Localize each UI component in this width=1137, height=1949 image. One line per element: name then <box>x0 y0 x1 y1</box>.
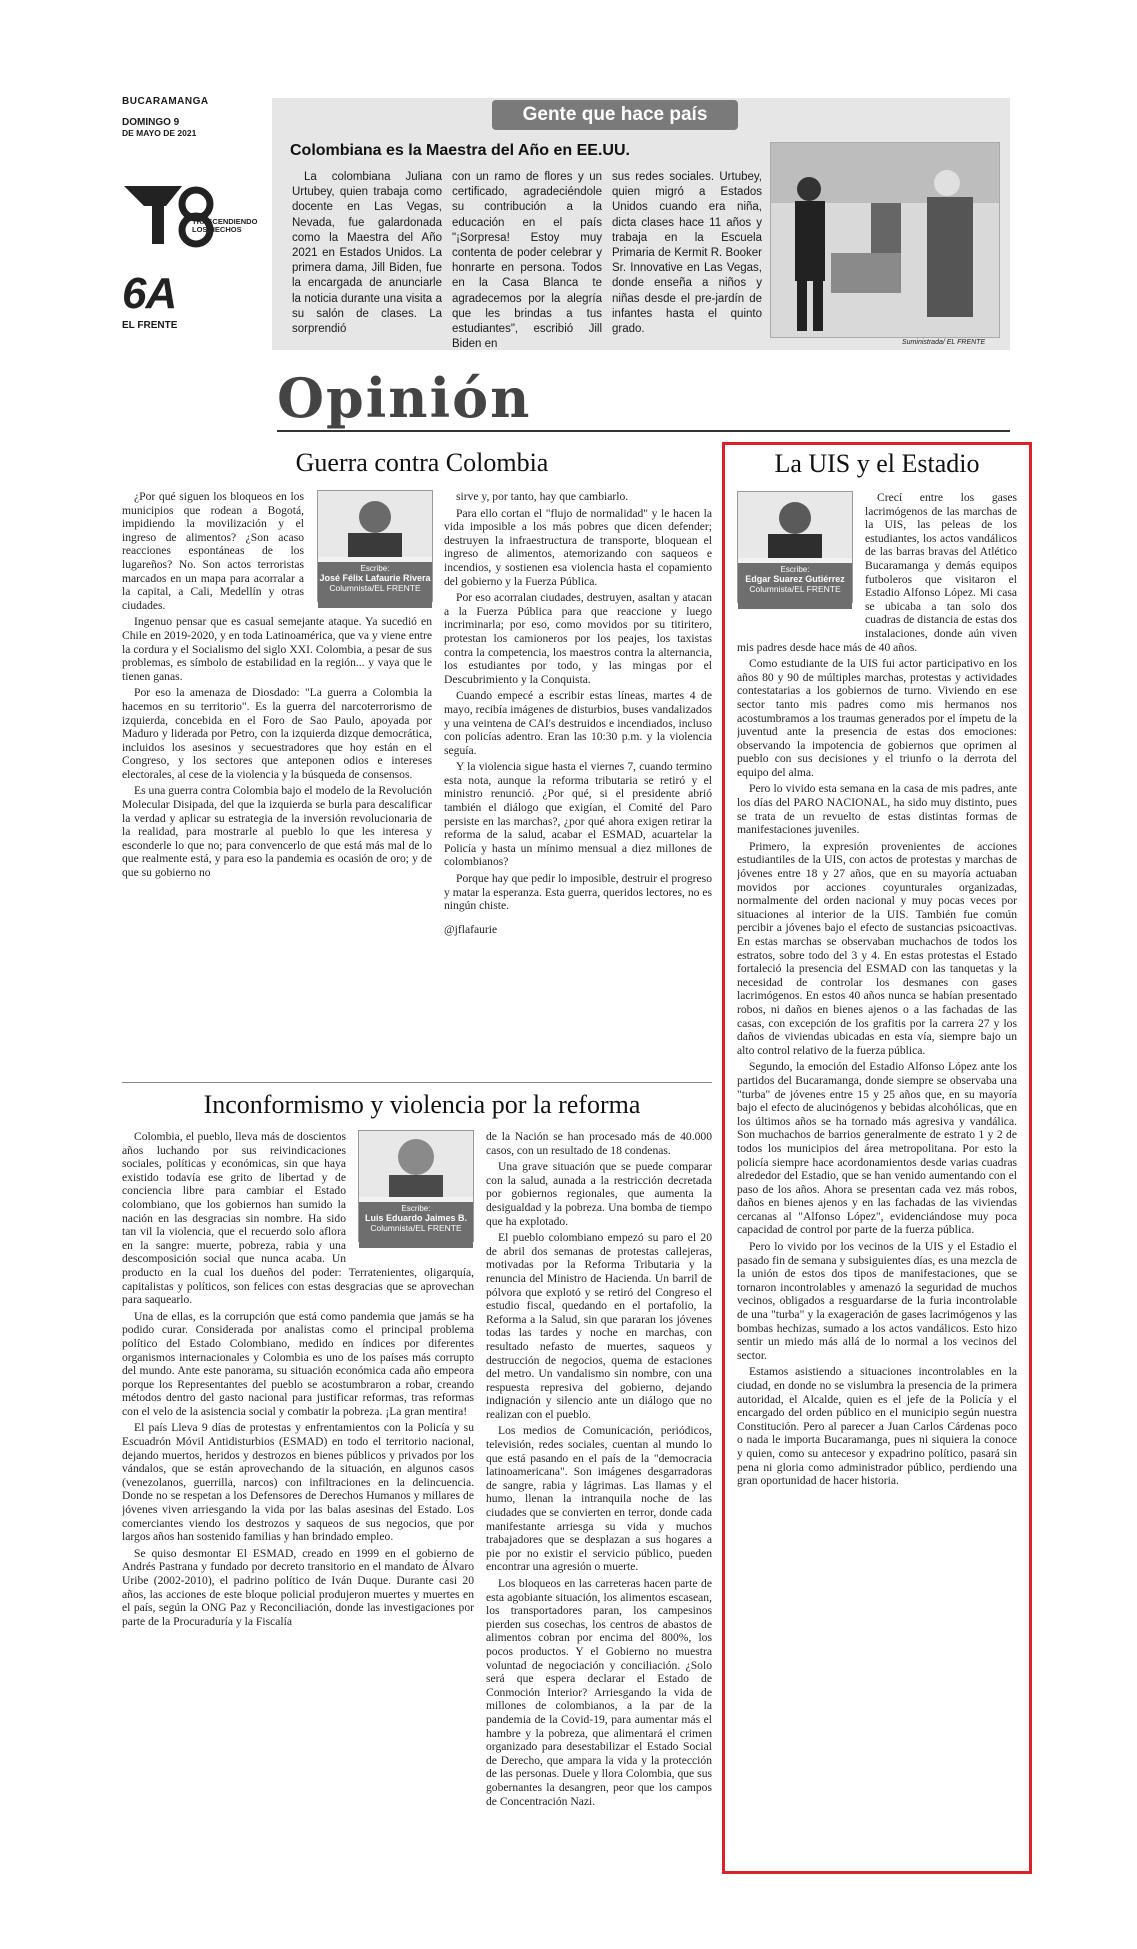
paragraph: Una de ellas, es la corrupción que está como pandemia que jamás se ha podido curar. Considerada por analistas como el principal problema político del Estado Colombiano, medido en índices por diferentes organismos internacionales y Colombia es uno de los países más corrupto del mundo. Ante este panorama, su situación económica cada año empeora porque los Representantes del pueblo se acostumbraron a robar, creando métodos dentro del gasto nacional para justificar reformas, tras reformas con el velo de la asistencia social y combatir la pobreza. ¡La gran mentira! <box>122 1309 474 1418</box>
byline-label: Escribe: <box>360 564 390 573</box>
paragraph: Estamos asistiendo a situaciones incontrolables en la ciudad, en donde no se vislumbra la presencia de la primera autoridad, el Alcalde, quien es el jefe de la Policía y el encargado del orden público en el municipio según nuestra Constitución. Pero al parecer a Juan Carlos Cárdenas poco o nada le importa Bucaramanga, pues ni siquiera la conoce y quien, como su antecesor y expadrino político, pasará sin pena ni gloria como administrador público, perdiendo una gran oportunidad de hacer historia. <box>737 1365 1017 1488</box>
paragraph: Y la violencia sigue hasta el viernes 7, cuando termino esta nota, aunque la reforma tributaria se retiró y el ministro renunció. ¿Por qué, si el presidente abrió también el diálogo que exigían, el Comité del Paro persiste en las marchas?, ¿por qué ahora exigen retirar la reforma de la salud, acabar el ESMAD, acuartelar la Policía y hasta un mínimo mensual a diez millones de colombianos? <box>444 760 712 869</box>
paragraph: ¿Por qué siguen los bloqueos en los municipios que rodean a Bogotá, impidiendo la movilización y el ingreso de alimentos? ¿Son acaso reacciones espontáneas de los lugareños? No. Son actos terroristas marcados en un mapa para acorralar a la capital, a Cali, Medellín y otras ciudades. <box>122 490 304 612</box>
article3-body <box>737 491 1017 1861</box>
feature-col-3: sus redes sociales. Urtubey, quien migró a Estados Unidos cuando era niña, dicta clases hace 11 años y trabaja en la Escuela Primaria de Kermit R. Booker Sr. Innovative en Las Vegas, donde enseña a niños y niñas desde el pre-jardín de infantes hasta el quinto grado. <box>612 171 762 336</box>
article1-title: Guerra contra Colombia <box>295 448 549 477</box>
feature-photo <box>770 142 1000 338</box>
article2-column-2 <box>486 1130 712 1870</box>
paragraph: Porque hay que pedir lo imposible, destruir el progreso y matar la esperanza. Esta guerra, queridos lectores, no es ningún chiste. <box>444 872 712 913</box>
paragraph: Los bloqueos en las carreteras hacen parte de esta agobiante situación, los alimentos escasean, los transportadores paran, los campesinos pierden sus cosechas, los centros de abastos de alimentos cobran por encima del 800%, los pocos productos. Y el Gobierno no muestra voluntad de negociación y conciliación. ¿Solo será que espera declarar el Estado de Conmoción Interior? Arriesgando la vida de millones de colombianos, a la par de la pandemia de la Covid-19, para aumentar más el hambre y la pobreza, que alimentará el crimen organizado para desestabilizar el Estado Social de Derecho, que ampara la vida y la protección de las personas. Duele y llora Colombia, que sus gobernantes la desangren, peor que los campos de Concentración Nazi. <box>486 1577 712 1808</box>
paragraph: Colombia, el pueblo, lleva más de doscientos años luchando por sus reivindicaciones sociales, políticas y económicas, sin que haya existido todavía ese grito de libertad y de conciencia libre para cambiar el Estado colombiano, que los gobiernos han sumido la nación en las desgracias sin nombre. Ha sido tan vil la violencia, que el recuerdo solo aflora en la sangre: muerte, pobreza, rabia y una descomposición social que nunca acaba. Un producto en la cual los dueños del poder: Terratenientes, oligarquía, capitalistas y políticos, son felices con estas desgracias que se aprovechan para saquearlo. <box>122 1130 474 1307</box>
paragraph: El país Lleva 9 días de protestas y enfrentamientos con la Policía y su Escuadrón Móvil Antidisturbios (ESMAD) en todo el territorio nacional, dejando muertos, heridos y destrozos en bienes públicos y privados por los vándalos, que se están aprovechando de la situación, en algunos casos (venezolanos, guerrilla, narcos) con infiltraciones en la delincuencia. Donde no se respetan a los Defensores de Derechos Humanos y millares de jóvenes viven arriesgando la vida por las balas asesinas del Estado. Los comerciantes viendo los destrozos y saqueos de sus negocios, que por largos años han sostenido familias y han brindado empleo. <box>122 1421 474 1544</box>
photo-credit: Suministrada/ EL FRENTE <box>902 339 986 346</box>
byline-label: Escribe: <box>401 1204 431 1213</box>
paragraph: Los medios de Comunicación, periódicos, televisión, redes sociales, cuentan al mundo lo que está pasando en el país de la "democracia latinoamericana". Son imágenes desgarradoras de sangre, rabia y lágrimas. Las llamas y el humo, llenan la intranquila noche de las ciudades que se convierten en terror, donde cada manifestante arriesga su vida y muchos trabajadores que se desplazan a sus hogares a pie por no existir el servicio público, pueden encontrar una agresión o muerte. <box>486 1424 712 1574</box>
dateline <box>122 96 272 138</box>
article1-column-1 <box>122 490 432 1080</box>
date-day: DOMINGO 9 <box>122 117 180 128</box>
paragraph: Por eso la amenaza de Diosdado: "La guerra a Colombia la hacemos en su territorio". Es la guerra del narcoterrorismo de izquierda, concebida en el Foro de Sao Paulo, apoyada por Maduro y liderada por Petro, con la izquierda dizque democrática, incluidos los asesinos y secuestradores que hoy están en el Congreso, y los sectores que anteponen odios e intereses electorales, al cese de la violencia y la búsqueda de consensos. <box>122 686 432 781</box>
article2-column-1 <box>122 1130 474 1870</box>
brand-label: EL FRENTE <box>122 320 178 331</box>
article3-title: La UIS y el Estadio <box>774 449 980 478</box>
award-photo-icon <box>771 143 999 337</box>
section-title <box>277 368 627 428</box>
author-name: Edgar Suarez Gutiérrez <box>745 574 845 584</box>
feature-headline: Colombiana es la Maestra del Año en EE.UU. <box>290 142 630 159</box>
paragraph: sirve y, por tanto, hay que cambiarlo. <box>456 490 629 503</box>
logo-tagline-2: LOS HECHOS <box>192 225 242 234</box>
article1-column-2 <box>444 490 712 1080</box>
section-title-text: Opinión <box>277 366 532 430</box>
anniversary-logo <box>122 180 272 250</box>
twitter-handle: @jflafaurie <box>444 922 498 936</box>
paragraph: Es una guerra contra Colombia bajo el modelo de la Revolución Molecular Disipada, del que la izquierda se burla para descalificar la verdad y aplicar su estrategia de la inversión revolucionaria de la realidad, para mostrarle al pueblo lo que les interesa y esconderle lo que no; para convencerlo de que está más mal de lo que realmente está, y para eso la pandemia es ocasión de oro; y de que su gobierno no <box>122 784 432 880</box>
paragraph: de la Nación se han procesado más de 40.000 casos, con un resultado de 18 condenas. <box>486 1130 712 1157</box>
byline-label: Escribe: <box>780 565 810 574</box>
paragraph: Cuando empecé a escribir estas líneas, martes 4 de mayo, recibía imágenes de disturbios, buses vandalizados y una veintena de CAI's destruidos e incendiados, incluso con policías adentro. Eran las 10:30 p.m. y la violencia seguía. <box>444 689 712 757</box>
paragraph: Segundo, la emoción del Estadio Alfonso López ante los partidos del Bucaramanga, donde siempre se observaba una "turba" de jóvenes entre 15 y 25 años que, en su mayoría bajo el efecto de alucinógenos y bebidas alcohólicas, que en los últimos años se ha tornado más agresiva y vandálica. Son muchachos de barrios generalmente de estrato 1 y 2 de todos los municipios del área metropolitana. Por esto la policía siempre hace acordonamientos desde varias cuadras alrededor del Estadio, que se han venido aumentando con el paso de los años. Ahora se presentan cada vez más robos, daños en bienes ajenos y en las fachadas de las viviendas cercanas al "Alfonso López", evidenciándose muy poca capacidad de control por parte de la fuerza pública. <box>737 1060 1017 1237</box>
paragraph: Una grave situación que se puede comparar con la salud, aunada a la restricción decretada por gobiernos regionales, que aumenta la desigualdad y la pobreza. Una bomba de tiempo que ha explotado. <box>486 1160 712 1228</box>
feature-col-1: La colombiana Juliana Urtubey, quien trabaja como docente en Las Vegas, Nevada, fue galardonada como la Maestra del Año 2021 en Estados Unidos. La primera dama, Jill Biden, fue la encargada de anunciarle la noticia durante una visita a su salón de clases. La sorprendió <box>292 171 442 336</box>
paragraph: Para ello cortan el "flujo de normalidad" y le hacen la vida imposible a los más pobres que dicen defender; destruyen la infraestructura de transporte, bloquean el ingreso de alimentos, atemorizando con saqueos e incendios, y sostienen esa violencia hasta el copamiento del gobierno y la Fuerza Pública. <box>444 506 712 588</box>
highlighted-article-frame <box>722 442 1032 1874</box>
paragraph: Se quiso desmontar El ESMAD, creado en 1999 en el gobierno de Andrés Pastrana y fundado por decreto transitorio en el mandato de Álvaro Uribe (2002-2010), el padrino político de Iván Duque. Durante casi 20 años, las acciones de este bloque policial produjeron muertes y muertes en el país, según la ONG Paz y Reconciliación, donde las investigaciones por parte de la Procuraduría y la Fiscalía <box>122 1546 474 1628</box>
paragraph: Por eso acorralan ciudades, destruyen, asaltan y atacan a la Fuerza Pública para que reaccione y luego incriminarla; por eso, como movidos por su titiritero, protestan los camioneros por los peajes, los taxistas contra la competencia, los maestros contra la alternancia, los estudiantes por todo, y las mingas por el Descubrimiento y la Conquista. <box>444 591 712 686</box>
article-divider <box>122 1082 712 1083</box>
feature-col-2: con un ramo de flores y un certificado, agradeciéndole su contribución a la educación en el país "¡Sorpresa! Estoy muy contenta de poder celebrar y honrarte en persona. Todos en la Casa Blanca te agradecemos por la alegría que les brindas a tus estudiantes", escribió Jill Biden en <box>452 171 602 351</box>
paragraph: El pueblo colombiano empezó su paro el 20 de abril dos semanas de protestas callejeras, motivadas por la Reforma Tributaria y la renuncia del Ministro de Hacienda. Un barril de pólvora que explotó y se retiró del Congreso el estudio fiscal, quedando en el portafolio, la Reforma a la Salud, sin que pararan los jóvenes todas las tardes y noche en marchas, con resultado nefasto de muertes, saqueos y destrucción de negocios, quema de estaciones del metro. Un vandalismo sin nombre, con una respuesta represiva del gobierno, dejando indignación y silencio ante un diálogo que no realizan con el pueblo. <box>486 1231 712 1421</box>
author-name: José Félix Lafaurie Rivera <box>319 573 431 583</box>
paragraph: Como estudiante de la UIS fui actor participativo en los años 80 y 90 de múltiples marchas, protestas y actividades contestatarias a los gobiernos de turno. Viviendo en ese sector tanto mis padres como mis hermanos nos acostumbramos a los traumas generados por el ímpetu de la juventud ante la presencia de estas dos emociones: observando la impotencia de gobiernos que oprimen al pueblo con sus decisiones y el triunfo o la derrota del equipo del alma. <box>737 657 1017 779</box>
section-rule <box>277 430 1010 432</box>
article2-title: Inconformismo y violencia por la reforma <box>203 1090 641 1119</box>
author-role: Columnista/EL FRENTE <box>329 583 421 593</box>
logo-tagline-1: TRASCENDIENDO <box>192 217 258 226</box>
logo-18-icon <box>122 180 272 250</box>
feature-banner <box>272 98 1010 350</box>
date-month: DE MAYO DE 2021 <box>122 128 197 138</box>
author-role: Columnista/EL FRENTE <box>749 584 841 594</box>
paragraph: Pero lo vivido esta semana en la casa de mis padres, ante los días del PARO NACIONAL, ha sido muy distinto, pues se trata de un revuelto de estas distintas formas de manifestaciones juveniles. <box>737 782 1017 837</box>
page-number: 6A <box>122 269 177 318</box>
author-name: Luis Eduardo Jaimes B. <box>364 1213 468 1223</box>
paragraph: Pero lo vivido por los vecinos de la UIS y el Estadio el pasado fin de semana y subsiguientes días, es una mezcla de la unión de estos dos tipos de manifestaciones, que se tornaron incontrolables y amenazó la seguridad de muchos vecinos, obligados a resguardarse de la furia incontrolable de una "turba" y la exageración de gases lacrimógenos y las bombas hechizas, sumado a los actos vandálicos. Esto hizo sentir un miedo más allá de lo normal a los vecinos del sector. <box>737 1240 1017 1362</box>
author-role: Columnista/EL FRENTE <box>370 1223 462 1233</box>
city-label: BUCARAMANGA <box>122 96 209 107</box>
paragraph: Crecí entre los gases lacrimógenos de las marchas de la UIS, las peleas de los estudiantes, los actos vandálicos de las barras bravas del Atlético Bucaramanga y demás equipos futboleros que visitaron el Estadio Alfonso López. Mi casa se ubicaba a tan solo dos cuadras de distancia de estas dos instalaciones, donde aún viven mis padres desde hace más de 40 años. <box>737 491 1017 654</box>
paragraph: Ingenuo pensar que es casual semejante ataque. Ya sucedió en Chile en 2019-2020, y en toda Latinoamérica, que va y viene entre la cordura y el Socialismo del siglo XXI. Colombia, a pesar de sus problemas, es símbolo de estabilidad en la región... y vaya que le tienen ganas. <box>122 615 432 683</box>
section-label: Gente que hace país <box>492 100 738 130</box>
paragraph: Primero, la expresión provenientes de acciones estudiantiles de la UIS, con actos de protestas y marchas de jóvenes entre 18 y 27 años, que en su mayoría actuaban movidos por acciones coyunturales organizadas, normalmente del orden nacional y muy pocas veces por situaciones al interior de la UIS. También fue común percibir a jóvenes bajo el efecto de sustancias psicoactivas. En estas marchas se observaban muchachos de todos los estratos, sobre todo del 3 y 4. En estas protestas el Estado fortaleció la presencia del ESMAD con las tanquetas y la necesidad de controlar los desmanes con gases lacrimógenos. En estos 40 años nunca se habían presentado robos, ni daños en bienes ajenos o a las fachadas de las casas, con excepción de los grafitis por la carrera 27 y los daños de viviendas ubicadas en esta vía, siempre bajo un alto control relativo de la fuerza pública. <box>737 839 1017 1057</box>
